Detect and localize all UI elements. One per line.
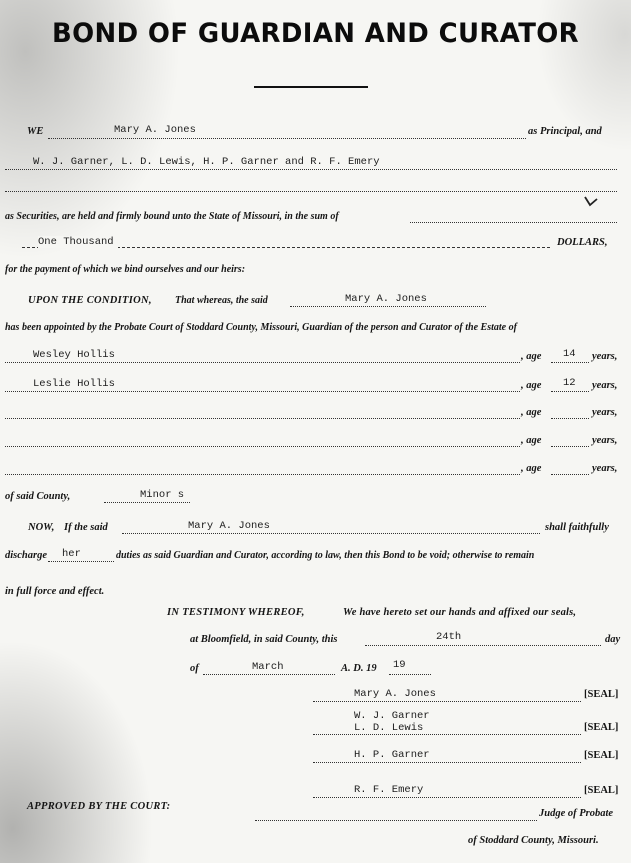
year-value: 19 bbox=[393, 659, 406, 671]
sureties-names: W. J. Garner, L. D. Lewis, H. P. Garner and R. F. Emery bbox=[33, 156, 380, 168]
force-line bbox=[0, 586, 631, 606]
condition-line bbox=[0, 295, 631, 315]
signer-name: Mary A. Jones bbox=[354, 688, 436, 700]
principal-name: Mary A. Jones bbox=[114, 124, 196, 136]
securities-text: as Securities, are held and firmly bound unto the State of Missouri, in the sum of bbox=[5, 211, 339, 222]
amount-line bbox=[0, 237, 631, 257]
court-line bbox=[0, 835, 631, 855]
we-label: WE bbox=[27, 126, 44, 137]
seal-label: [SEAL] bbox=[584, 750, 619, 761]
day-value: 24th bbox=[436, 631, 462, 643]
minor-name: Wesley Hollis bbox=[33, 349, 115, 361]
minor-row bbox=[0, 463, 631, 483]
condition-label: UPON THE CONDITION, bbox=[28, 295, 152, 306]
payment-text: for the payment of which we bind ourselves and our heirs: bbox=[5, 264, 246, 275]
document-title: BOND OF GUARDIAN AND CURATOR bbox=[51, 18, 580, 49]
appointed-text: has been appointed by the Probate Court of Stoddard County, Missouri, Guardian of the person and Curator of the Estate of bbox=[5, 322, 517, 333]
minor-row bbox=[0, 348, 631, 371]
signer-name: L. D. Lewis bbox=[354, 722, 424, 734]
dollars-label: DOLLARS, bbox=[557, 237, 608, 248]
of-label: of bbox=[190, 663, 199, 674]
discharge-label: discharge bbox=[5, 550, 47, 561]
minor-name: Leslie Hollis bbox=[33, 378, 115, 390]
years-label: years, bbox=[592, 351, 618, 362]
now-label: NOW, bbox=[28, 522, 55, 533]
appointed-line bbox=[0, 322, 631, 342]
day-label: day bbox=[605, 634, 621, 645]
signer-name: R. F. Emery bbox=[354, 784, 424, 796]
as-principal-label: as Principal, and bbox=[528, 126, 602, 137]
place-line bbox=[0, 631, 631, 654]
securities-line bbox=[0, 211, 631, 231]
testimony-label: IN TESTIMONY WHEREOF, bbox=[167, 607, 305, 618]
age-label: , age bbox=[521, 407, 542, 418]
condition-text: That whereas, the said bbox=[175, 295, 268, 306]
shall-faithfully-text: shall faithfully bbox=[545, 522, 609, 533]
signer-name: H. P. Garner bbox=[354, 749, 430, 761]
ad-label: A. D. 19 bbox=[341, 663, 377, 674]
minor-row bbox=[0, 377, 631, 400]
age-label: , age bbox=[521, 380, 542, 391]
court-label: of Stoddard County, Missouri. bbox=[468, 835, 599, 846]
signature-line bbox=[0, 749, 631, 769]
judge-line bbox=[0, 808, 631, 828]
years-label: years, bbox=[592, 380, 618, 391]
date-line bbox=[0, 659, 631, 683]
now-line bbox=[0, 522, 631, 542]
minor-row bbox=[0, 407, 631, 427]
force-text: in full force and effect. bbox=[5, 586, 105, 597]
age-label: , age bbox=[521, 435, 542, 446]
minor-row bbox=[0, 435, 631, 455]
discharge-pronoun: her bbox=[62, 548, 81, 560]
pencil-check-mark bbox=[584, 194, 598, 208]
testimony-text: We have hereto set our hands and affixed our seals, bbox=[343, 607, 577, 618]
now-name: Mary A. Jones bbox=[188, 520, 270, 532]
payment-line bbox=[0, 264, 631, 284]
title-underline bbox=[254, 86, 368, 88]
years-label: years, bbox=[592, 407, 618, 418]
signature-line bbox=[0, 688, 631, 708]
county-text: of said County, bbox=[5, 491, 71, 502]
seal-label: [SEAL] bbox=[584, 785, 619, 796]
age-label: , age bbox=[521, 463, 542, 474]
sureties-line-2 bbox=[0, 182, 631, 202]
years-label: years, bbox=[592, 435, 618, 446]
condition-name: Mary A. Jones bbox=[345, 293, 427, 305]
minors-count: Minor s bbox=[140, 489, 185, 501]
signature-line bbox=[0, 721, 631, 741]
sureties-line bbox=[0, 157, 631, 177]
minor-age: 12 bbox=[563, 377, 576, 389]
testimony-line bbox=[0, 607, 631, 627]
discharge-line bbox=[0, 550, 631, 570]
approved-label: APPROVED BY THE COURT: bbox=[27, 801, 171, 812]
discharge-text: duties as said Guardian and Curator, according to law, then this Bond to be void; otherwise to remain bbox=[116, 550, 535, 561]
place-text: at Bloomfield, in said County, this bbox=[190, 634, 338, 645]
month-value: March bbox=[252, 661, 284, 673]
minor-age: 14 bbox=[563, 348, 576, 360]
principal-line bbox=[0, 126, 631, 146]
now-text: If the said bbox=[64, 522, 108, 533]
seal-label: [SEAL] bbox=[584, 689, 619, 700]
signer-name: W. J. Garner bbox=[354, 710, 430, 722]
seal-label: [SEAL] bbox=[584, 722, 619, 733]
amount-words: One Thousand bbox=[38, 236, 118, 248]
judge-label: Judge of Probate bbox=[539, 808, 614, 819]
age-label: , age bbox=[521, 351, 542, 362]
county-line bbox=[0, 491, 631, 511]
years-label: years, bbox=[592, 463, 618, 474]
